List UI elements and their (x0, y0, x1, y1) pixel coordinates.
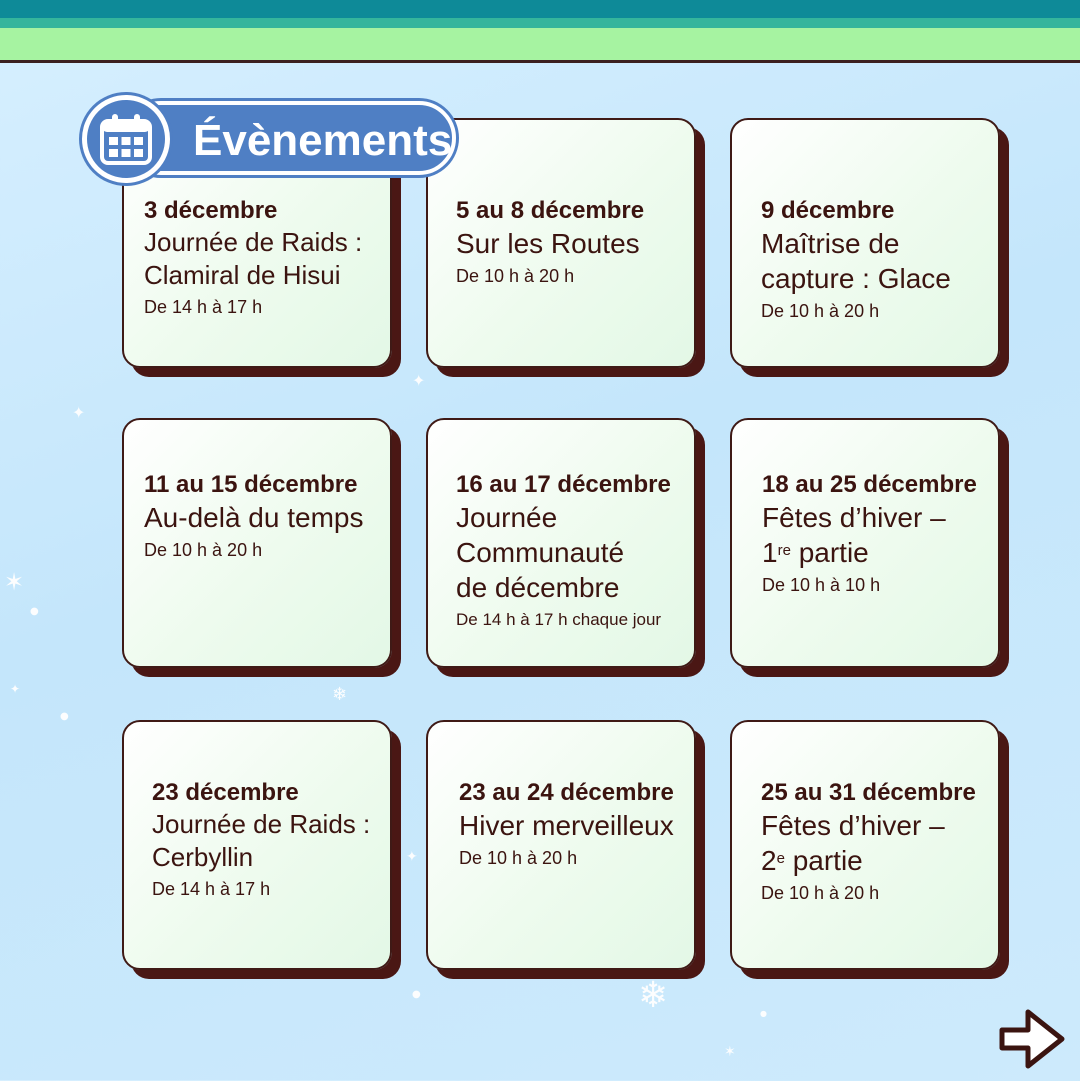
event-date: 9 décembre (761, 197, 895, 224)
top-banner-dark-stripe (0, 0, 1080, 18)
snowflake-icon: ● (60, 711, 69, 722)
next-page-button[interactable] (996, 1002, 1070, 1076)
event-card (426, 720, 696, 970)
snowflake-icon: ❄ (638, 975, 669, 1016)
event-hours: De 10 h à 10 h (762, 575, 881, 595)
event-date: 23 au 24 décembre (459, 779, 674, 806)
snowflake-icon: ✦ (72, 403, 86, 422)
event-date: 16 au 17 décembre (456, 471, 671, 498)
event-title: Au-delà du temps (144, 502, 364, 533)
event-card (122, 418, 392, 668)
event-title: Sur les Routes (456, 228, 640, 259)
event-hours: De 10 h à 20 h (459, 848, 578, 868)
event-title-ordinal-sup: re (777, 542, 791, 559)
event-title-ordinal: 2 (761, 845, 777, 876)
top-banner-mid-stripe (0, 18, 1080, 28)
event-hours: De 14 h à 17 h (152, 879, 271, 899)
event-title: Journée de Raids : Clamiral de Hisui (144, 227, 363, 290)
snowflake-icon: ✦ (412, 371, 426, 390)
event-hours: De 14 h à 17 h (144, 297, 263, 317)
event-hours: De 10 h à 20 h (456, 266, 575, 286)
events-header-badge (82, 95, 458, 183)
top-banner-light-stripe (0, 28, 1080, 63)
event-title: Journée de Raids : Cerbyllin (152, 809, 371, 872)
snowflake-icon: ● (30, 606, 39, 617)
arrow-right-icon (996, 1002, 1070, 1076)
event-date: 3 décembre (144, 197, 278, 224)
event-hours: De 14 h à 17 h chaque jour (456, 610, 662, 629)
event-card (122, 720, 392, 970)
event-title (761, 808, 994, 878)
event-card (426, 118, 696, 368)
event-card (730, 418, 1000, 668)
snowflake-icon: ● (760, 1009, 767, 1018)
event-title-text: Fêtes d’hiver – (762, 502, 946, 533)
snowflake-icon: ✦ (10, 682, 21, 696)
snowflake-icon: ❄ (332, 684, 348, 705)
event-card (730, 118, 1000, 368)
event-title-suffix: partie (790, 537, 869, 568)
calendar-badge (82, 95, 170, 183)
event-title-ordinal-sup: e (776, 850, 785, 867)
event-card (426, 418, 696, 668)
event-title: Maîtrise de capture : Glace (761, 228, 951, 294)
event-date: 23 décembre (152, 779, 299, 806)
snowflake-icon: ● (412, 989, 421, 1000)
snowflake-icon: ✦ (406, 849, 418, 865)
event-hours: De 10 h à 20 h (761, 883, 880, 903)
snowflake-icon: ✶ (724, 1044, 736, 1060)
header-pill (124, 101, 456, 175)
event-title (762, 500, 994, 570)
event-date: 5 au 8 décembre (456, 197, 645, 224)
event-hours: De 10 h à 20 h (761, 301, 880, 321)
event-card (730, 720, 1000, 970)
event-date: 18 au 25 décembre (762, 471, 977, 498)
event-hours: De 10 h à 20 h (144, 540, 263, 560)
snowflake-icon: ✶ (4, 568, 25, 596)
event-title: Journée Communauté de décembre (456, 502, 625, 603)
page-title: Évènements (193, 116, 453, 165)
event-title-suffix: partie (784, 845, 863, 876)
event-date: 11 au 15 décembre (144, 471, 358, 498)
event-title-text: Fêtes d’hiver – (761, 810, 945, 841)
calendar-icon (99, 112, 153, 166)
event-date: 25 au 31 décembre (761, 779, 976, 806)
event-title-ordinal: 1 (762, 537, 778, 568)
event-title: Hiver merveilleux (459, 810, 674, 841)
